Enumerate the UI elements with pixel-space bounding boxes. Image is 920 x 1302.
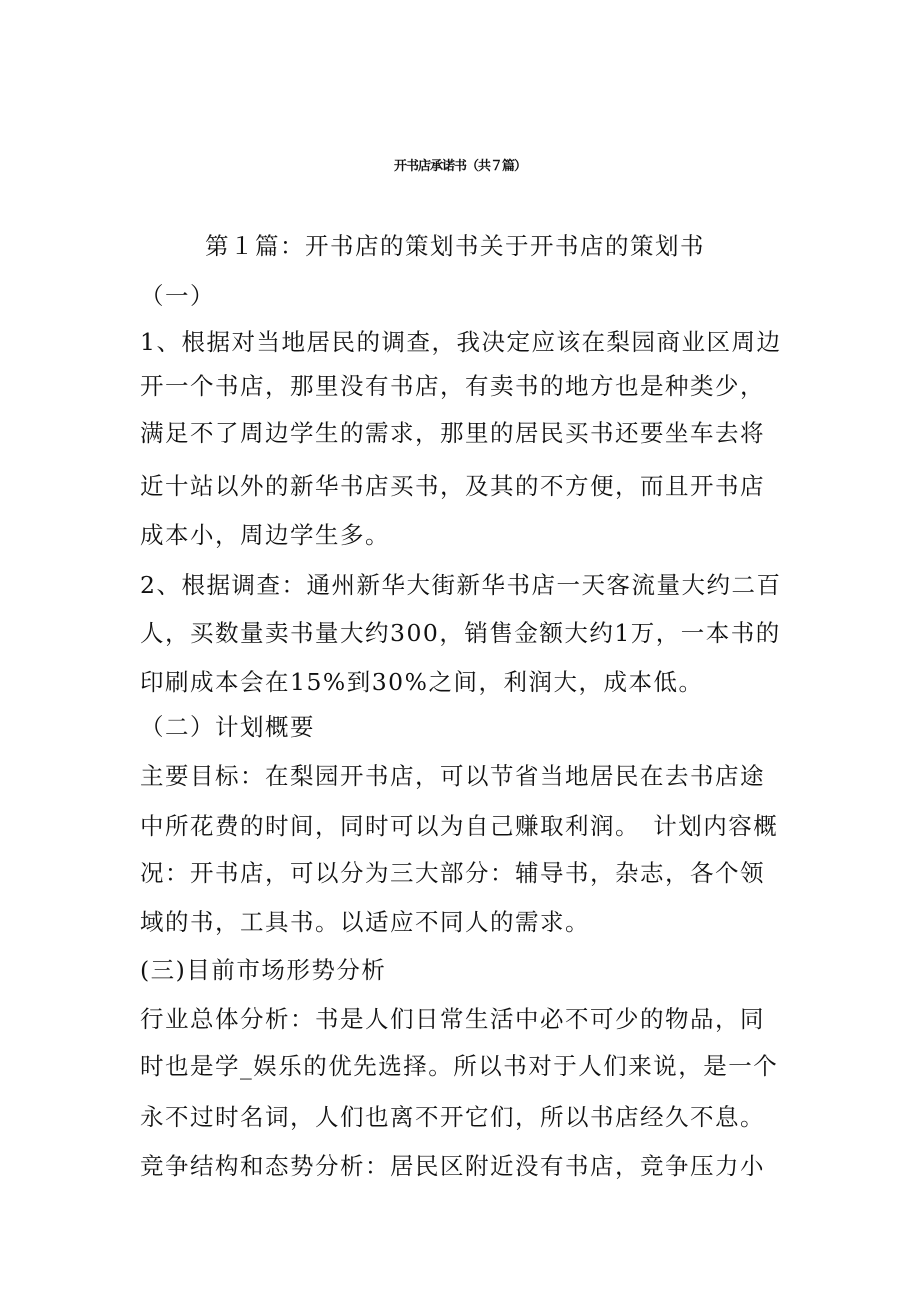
text-line: 2、根据调查：通州新华大街新华书店一天客流量大约二百 bbox=[140, 571, 782, 599]
text-line: (三)目前市场形势分析 bbox=[140, 956, 387, 984]
text-line: 满足不了周边学生的需求，那里的居民买书还要坐车去将 bbox=[140, 419, 765, 447]
text-line: 中所花费的时间，同时可以为自己赚取利润。 计划内容概 bbox=[140, 812, 779, 840]
text-line: 人，买数量卖书量大约300，销售金额大约1万，一本书的 bbox=[140, 619, 781, 647]
text-line: 域的书，工具书。以适应不同人的需求。 bbox=[140, 908, 590, 936]
text-line: 竞争结构和态势分析：居民区附近没有书店，竞争压力小 bbox=[140, 1152, 765, 1180]
text-line: （二）计划概要 bbox=[140, 713, 315, 741]
document-title: 开书店承诺书（共７篇） bbox=[393, 159, 526, 174]
text-line: 况：开书店，可以分为三大部分：辅导书，杂志，各个领 bbox=[140, 859, 765, 887]
text-line: 主要目标：在梨园开书店，可以节省当地居民在去书店途 bbox=[140, 762, 765, 790]
chapter-heading: 第１篇：开书店的策划书关于开书店的策划书 bbox=[205, 232, 705, 260]
text-line: 行业总体分析：书是人们日常生活中必不可少的物品，同 bbox=[140, 1005, 765, 1033]
text-line: （一） bbox=[140, 282, 215, 310]
text-line: 近十站以外的新华书店买书，及其的不方便，而且开书店 bbox=[140, 472, 765, 500]
text-line: 时也是学_娱乐的优先选择。所以书对于人们来说，是一个 bbox=[140, 1052, 779, 1080]
text-line: 印刷成本会在15%到30%之间，利润大，成本低。 bbox=[140, 668, 704, 696]
text-line: 1、根据对当地居民的调查，我决定应该在梨园商业区周边 bbox=[140, 328, 782, 356]
text-line: 开一个书店，那里没有书店，有卖书的地方也是种类少， bbox=[140, 372, 765, 400]
text-line: 成本小，周边学生多。 bbox=[140, 521, 390, 549]
text-line: 永不过时名词，人们也离不开它们，所以书店经久不息。 bbox=[140, 1103, 765, 1131]
